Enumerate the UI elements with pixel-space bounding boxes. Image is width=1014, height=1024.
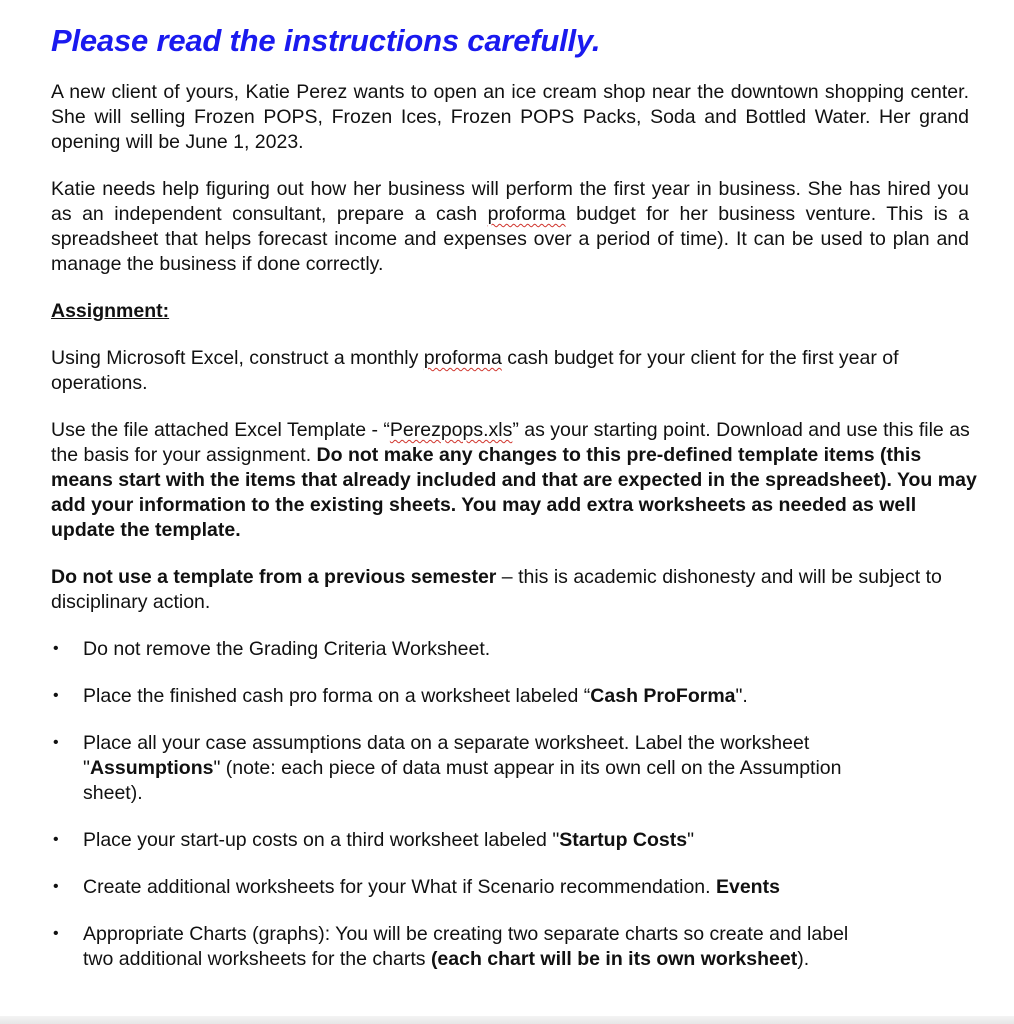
spellcheck-word-proforma-2: proforma bbox=[423, 347, 502, 369]
assignment-paragraph-1 bbox=[51, 346, 981, 396]
bullet-1-text: Do not remove the Grading Criteria Worksheet. bbox=[83, 638, 491, 660]
bullet-3-text-c: " (note: each piece of data must appear in its own cell on the Assumption sheet). bbox=[83, 757, 842, 804]
assignment-p2-bold-warning: Do not make any changes to this pre-defined template items (this means start with the items that already included and that are expected in the spreadsheet). You may add your information to the existing sheets. You may add extra worksheets as needed as well update the template. bbox=[51, 444, 977, 541]
bullet-icon: • bbox=[53, 734, 59, 751]
bullet-icon: • bbox=[53, 687, 59, 704]
bullet-2-bold: Cash ProForma bbox=[590, 685, 736, 707]
bottom-scroll-edge bbox=[0, 1016, 1014, 1024]
bullet-icon: • bbox=[53, 925, 59, 942]
bullet-3-text-a: Place all your case assumptions data on a separate worksheet. Label the worksheet " bbox=[83, 732, 810, 779]
spellcheck-word-proforma: proforma bbox=[487, 203, 566, 225]
document-page bbox=[51, 22, 981, 994]
bullet-3-bold: Assumptions bbox=[89, 757, 214, 779]
assignment-heading: Assignment: bbox=[51, 300, 170, 322]
bullet-2-text-a: Place the finished cash pro forma on a worksheet labeled “ bbox=[83, 685, 591, 707]
bullet-2-text-c: ". bbox=[735, 685, 748, 707]
template-filename: Perezpops.xls bbox=[389, 419, 513, 441]
bullet-6-bold: (each chart will be in its own worksheet bbox=[430, 948, 798, 970]
list-item bbox=[51, 684, 981, 709]
bullet-5-bold: Events bbox=[715, 876, 780, 898]
assignment-p2-text-a: Use the file attached Excel Template - “ bbox=[51, 419, 390, 441]
intro-paragraph-2 bbox=[51, 177, 969, 277]
list-item bbox=[51, 828, 981, 853]
intro-p2-text-a: Katie needs help figuring out how her business will perform the first year in business. She has hired you as an independent consultant, prepare a cash bbox=[51, 178, 969, 225]
intro-p2-text-c: budget for her business venture. This is a spreadsheet that helps forecast income and expenses over a period of time). It can be used to plan and manage the business if done correctly. bbox=[51, 203, 969, 275]
assignment-p3-text: – this is academic dishonesty and will be subject to disciplinary action. bbox=[51, 566, 942, 613]
bullet-4-bold: Startup Costs bbox=[559, 829, 688, 851]
list-item bbox=[51, 922, 883, 972]
assignment-paragraph-3 bbox=[51, 565, 981, 615]
list-item bbox=[51, 875, 981, 900]
bullet-4-text-a: Place your start-up costs on a third worksheet labeled " bbox=[83, 829, 560, 851]
requirements-list bbox=[51, 637, 981, 972]
intro-p1-text: A new client of yours, Katie Perez wants to open an ice cream shop near the downtown shopping center. She will selling Frozen POPS, Frozen Ices, Frozen POPS Packs, Soda and Bottled Water. Her grand opening will be June 1, 2023. bbox=[51, 81, 969, 153]
assignment-p1-text-c: cash budget for your client for the first year of operations. bbox=[51, 347, 899, 394]
bullet-icon: • bbox=[53, 640, 59, 657]
bullet-icon: • bbox=[53, 878, 59, 895]
list-item bbox=[51, 637, 981, 662]
intro-paragraph-1 bbox=[51, 80, 969, 155]
assignment-p3-bold: Do not use a template from a previous semester bbox=[51, 566, 497, 588]
page-title: Please read the instructions carefully. bbox=[51, 23, 601, 58]
bullet-6-text-c: ). bbox=[797, 948, 810, 970]
list-item bbox=[51, 731, 883, 806]
bullet-icon: • bbox=[53, 831, 59, 848]
bullet-5-text-a: Create additional worksheets for your What if Scenario recommendation. bbox=[83, 876, 716, 898]
assignment-paragraph-2 bbox=[51, 418, 981, 543]
bullet-4-text-c: " bbox=[687, 829, 695, 851]
bullet-6-text-a: Appropriate Charts (graphs): You will be creating two separate charts so create and label two additional worksheets for the charts bbox=[83, 923, 849, 970]
assignment-p2-text-c: ” as your starting point. Download and use this file as the basis for your assignment. bbox=[51, 419, 970, 466]
assignment-p1-text-a: Using Microsoft Excel, construct a monthly bbox=[51, 347, 424, 369]
